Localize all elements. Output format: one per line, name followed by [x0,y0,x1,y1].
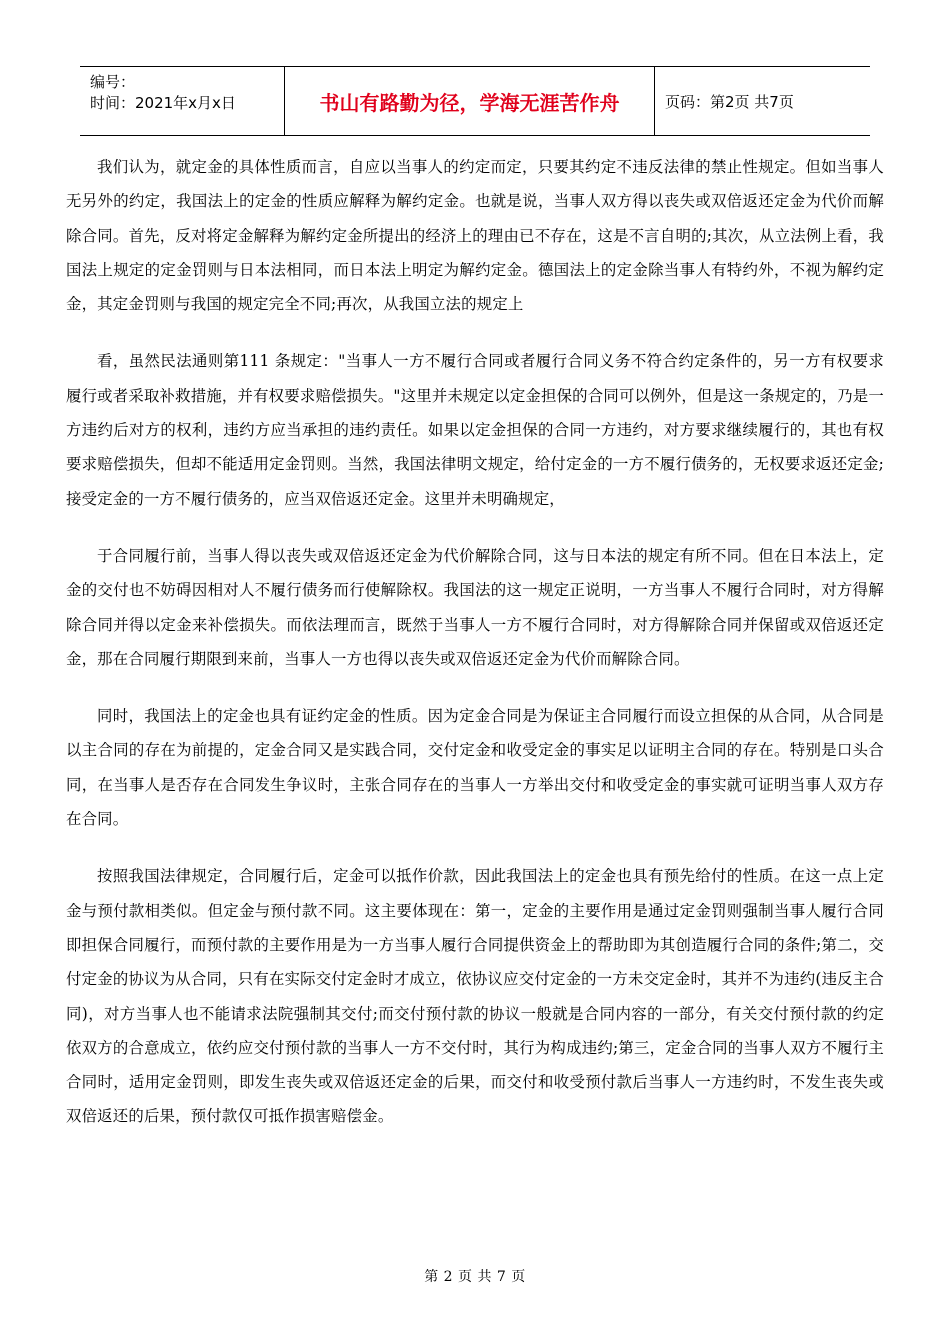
header-page-cell [655,67,870,135]
header-meta-cell [80,67,285,135]
document-header [80,66,870,136]
body-paragraph: 同时，我国法上的定金也具有证约定金的性质。因为定金合同是为保证主合同履行而设立担保的从合同，从合同是以主合同的存在为前提的，定金合同又是实践合同，交付定金和收受定金的事实足以证明主合同的存在。特别是口头合同，在当事人是否存在合同发生争议时，主张合同存在的当事人一方举出交付和收受定金的事实就可证明当事人双方存在合同。 [66,707,884,829]
body-paragraph: 我们认为，就定金的具体性质而言，自应以当事人的约定而定，只要其约定不违反法律的禁止性规定。但如当事人无另外的约定，我国法上的定金的性质应解释为解约定金。也就是说，当事人双方得以丧失或双倍返还定金为代价而解除合同。首先，反对将定金解释为解约定金所提出的经济上的理由已不存在，这是不言自明的;其次，从立法例上看，我国法上规定的定金罚则与日本法相同，而日本法上明定为解约定金。德国法上的定金除当事人有特约外，不视为解约定金，其定金罚则与我国的规定完全不同;再次，从我国立法的规定上 [66,158,884,314]
body-paragraph: 按照我国法律规定，合同履行后，定金可以抵作价款，因此我国法上的定金也具有预先给付的性质。在这一点上定金与预付款相类似。但定金与预付款不同。这主要体现在：第一，定金的主要作用是通过定金罚则强制当事人履行合同即担保合同履行，而预付款的主要作用是为一方当事人履行合同提供资金上的帮助即为其创造履行合同的条件;第二，交付定金的协议为从合同，只有在实际交付定金时才成立，依协议应交付定金的一方未交定金时，其并不为违约(违反主合同)，对方当事人也不能请求法院强制其交付;而交付预付款的协议一般就是合同内容的一部分，有关交付预付款的约定依双方的合意成立，依约应交付预付款的当事人一方不交付时，其行为构成违约;第三，定金合同的当事人双方不履行主合同时，适用定金罚则，即发生丧失或双倍返还定金的后果，而交付和收受预付款后当事人一方违约时，不发生丧失或双倍返还的后果，预付款仅可抵作损害赔偿金。 [66,867,884,1126]
header-motto: 书山有路勤为径，学海无涯苦作舟 [319,90,620,115]
header-motto-cell [285,67,655,135]
serial-number-label: 编号： [90,73,136,91]
page-footer [0,1266,950,1286]
body-paragraph: 于合同履行前，当事人得以丧失或双倍返还定金为代价解除合同，这与日本法的规定有所不同。但在日本法上，定金的交付也不妨碍因相对人不履行债务而行使解除权。我国法的这一规定正说明，一方当事人不履行合同时，对方得解除合同并得以定金来补偿损失。而依法理而言，既然于当事人一方不履行合同时，对方得解除合同并保留或双倍返还定金，那在合同履行期限到来前，当事人一方也得以丧失或双倍返还定金为代价而解除合同。 [66,546,884,668]
body-paragraph: 看，虽然民法通则第111 条规定："当事人一方不履行合同或者履行合同义务不符合约定条件的，另一方有权要求履行或者采取补救措施，并有权要求赔偿损失。"这里并未规定以定金担保的合同可以例外，但是这一条规定的，乃是一方违约后对方的权利，违约方应当承担的违约责任。如果以定金担保的合同一方违约，对方要求继续履行的，其也有权要求赔偿损失，但却不能适用定金罚则。当然，我国法律明文规定，给付定金的一方不履行债务的，无权要求返还定金;接受定金的一方不履行债务的，应当双倍返还定金。这里并未明确规定， [66,352,884,508]
date-line: 时间：2021年x月x日 [90,94,236,112]
header-page-info: 页码：第2页 共7页 [665,92,794,111]
document-body [66,150,884,1157]
footer-page-number: 第 2 页 共 7 页 [424,1269,526,1285]
